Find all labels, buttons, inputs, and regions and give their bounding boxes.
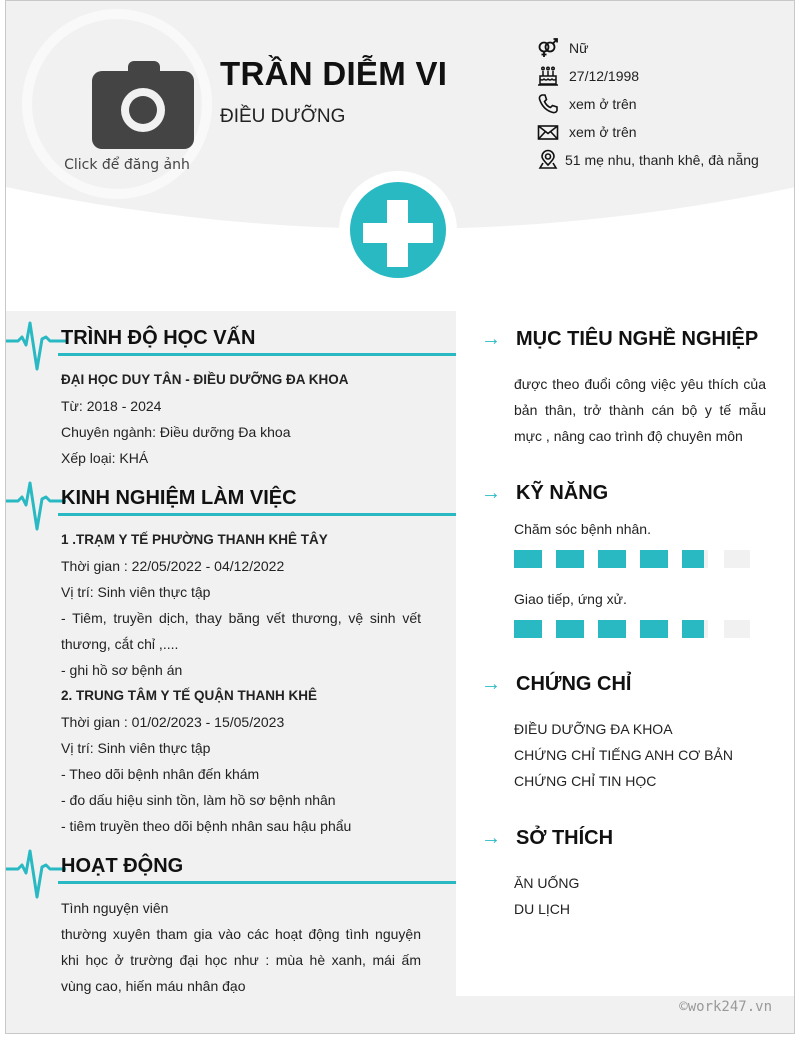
skill-rating [514,550,766,568]
activity-line: Tình nguyện viên [61,900,169,916]
avatar-upload[interactable] [22,9,212,199]
phone-value: xem ở trên [569,96,637,112]
contact-email [536,118,759,146]
job-time: Thời gian : 22/05/2022 - 04/12/2022 [61,558,285,574]
certificate-item: CHỨNG CHỈ TIN HỌC [514,773,657,789]
school-name: ĐẠI HỌC DUY TÂN - ĐIỀU DƯỠNG ĐA KHOA [61,372,349,387]
watermark: ©work247.vn [679,999,772,1015]
job-task: - tiêm truyền theo dõi bệnh nhân sau hậu phẩu [61,818,352,834]
study-period: Từ: 2018 - 2024 [61,398,162,414]
phone-icon [536,93,560,115]
email-value: xem ở trên [569,124,637,140]
contact-info [536,34,759,174]
section-title: KINH NGHIỆM LÀM VIỆC [61,487,297,509]
arrow-right-icon: → [481,826,501,849]
job-position: Vị trí: Sinh viên thực tập [61,740,211,756]
contact-gender [536,34,759,62]
left-column [6,311,456,1034]
hobbies-section [456,823,795,922]
job-time: Thời gian : 01/02/2023 - 15/05/2023 [61,714,285,730]
section-title: TRÌNH ĐỘ HỌC VẤN [61,327,256,349]
address-value: 51 mẹ nhu, thanh khê, đà nẵng [565,152,759,168]
skill-label: Giao tiếp, ứng xử. [514,591,627,607]
section-title: KỸ NĂNG [516,481,609,504]
skills-section [456,478,795,656]
major: Chuyên ngành: Điều dưỡng Đa khoa [61,424,291,440]
objective-section [456,324,795,449]
arrow-right-icon: → [481,481,501,504]
job-company: 1 .TRẠM Y TẾ PHƯỜNG THANH KHÊ TÂY [61,532,328,547]
cv-page [5,0,795,1034]
camera-icon [92,61,194,151]
rank: Xếp loại: KHÁ [61,450,149,466]
job-position: Vị trí: Sinh viên thực tập [61,584,211,600]
hobby-item: ĂN UỐNG [514,875,580,891]
location-pin-icon [536,149,560,171]
birthday-cake-icon [536,65,560,87]
contact-address [536,146,759,174]
activities-section [6,839,456,999]
section-title: MỤC TIÊU NGHỀ NGHIỆP [516,327,759,350]
contact-birthday [536,62,759,90]
objective-text: được theo đuổi công việc yêu thích của bản thân, trở thành cán bộ y tế mẫu mực , nâng cao trình độ chuyên môn [514,376,766,444]
job-company: 2. TRUNG TÂM Y TẾ QUẬN THANH KHÊ [61,688,318,703]
gender-icon [536,37,560,59]
hobby-item: DU LỊCH [514,901,571,917]
avatar-caption: Click để đăng ảnh [64,157,190,173]
skill-label: Chăm sóc bệnh nhân. [514,521,651,537]
medical-cross-badge [339,171,457,289]
arrow-right-icon: → [481,672,501,695]
job-title: ĐIỀU DƯỠNG [220,106,346,127]
medical-cross-icon [350,182,446,278]
heartbeat-icon [6,473,66,533]
certificates-section [456,669,795,794]
education-section [6,311,456,471]
activity-line: thường xuyên tham gia vào các hoạt động tình nguyện khi học ở trường đại học như : mùa hè xanh, mái ấm vùng cao, hiến máu nhân đạo [61,926,421,994]
arrow-right-icon: → [481,327,501,350]
contact-phone [536,90,759,118]
job-task: - Tiêm, truyền dịch, thay băng vết thương, vệ sinh vết thương, cắt chỉ ,.... [61,610,421,652]
heartbeat-icon [6,313,66,373]
envelope-icon [536,121,560,143]
certificate-item: ĐIỀU DƯỠNG ĐA KHOA [514,721,673,737]
section-title: SỞ THÍCH [516,826,614,849]
skill-rating [514,620,766,638]
section-title: CHỨNG CHỈ [516,672,632,695]
candidate-name: TRẦN DIỄM VI [220,55,448,92]
birthday-value: 27/12/1998 [569,68,640,84]
heartbeat-icon [6,841,66,901]
gender-value: Nữ [569,40,589,56]
certificate-item: CHỨNG CHỈ TIẾNG ANH CƠ BẢN [514,747,733,763]
avatar-placeholder[interactable] [32,19,202,189]
section-title: HOẠT ĐỘNG [61,855,184,877]
experience-section [6,471,456,839]
job-task: - đo dấu hiệu sinh tồn, làm hồ sơ bệnh nhân [61,792,336,808]
right-column [456,311,795,996]
job-task: - Theo dõi bệnh nhân đến khám [61,766,260,782]
job-task: - ghi hồ sơ bệnh án [61,662,183,678]
